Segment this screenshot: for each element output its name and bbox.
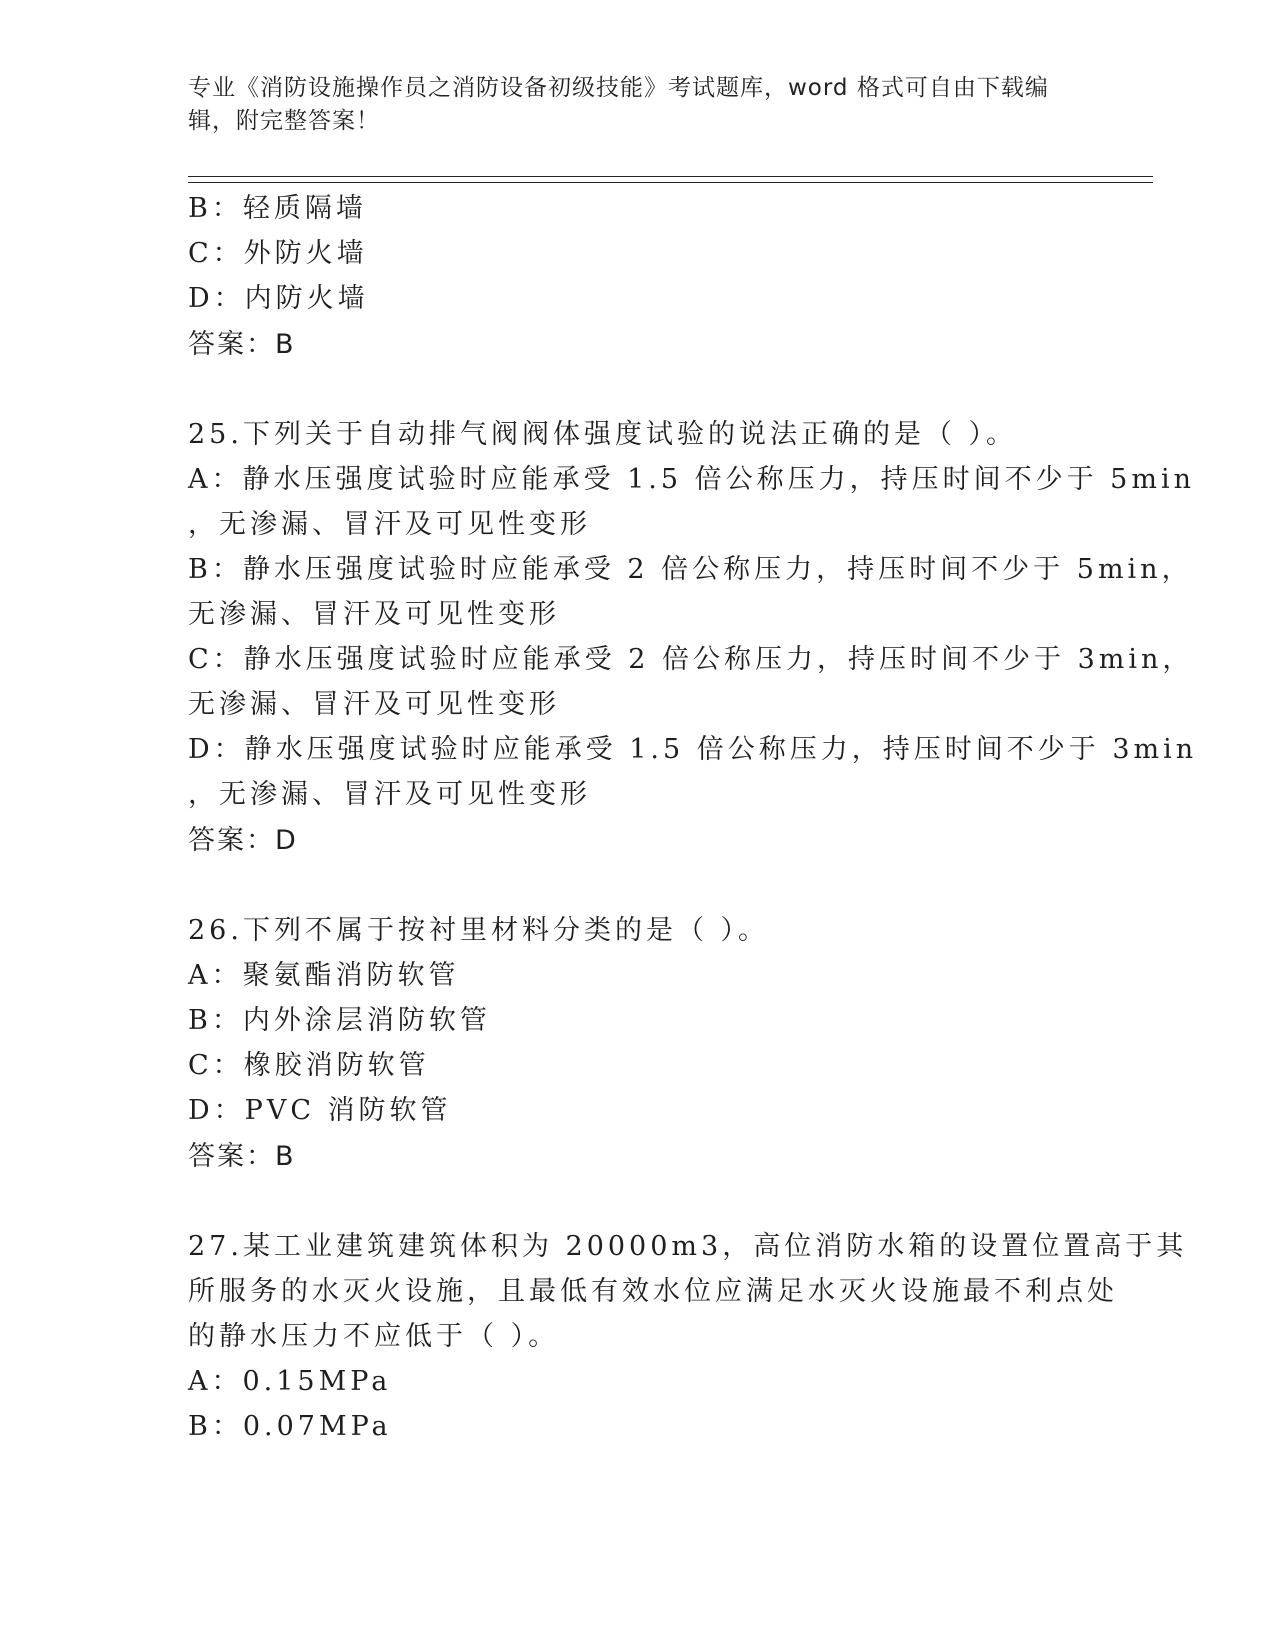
q26-stem: 26.下列不属于按衬里材料分类的是（ ）。 xyxy=(188,915,770,946)
header-line-1: 专业《消防设施操作员之消防设备初级技能》考试题库，word 格式可自由下载编 xyxy=(188,75,1049,101)
q27-option-a: A：0.15MPa xyxy=(188,1366,392,1397)
document-header xyxy=(188,72,1088,138)
q26-option-a: A：聚氨酯消防软管 xyxy=(188,960,460,991)
q27-stem-line1: 27.某工业建筑建筑体积为 20000m3，高位消防水箱的设置位置高于其 xyxy=(188,1231,1188,1262)
q25-option-d-line2: ，无渗漏、冒汗及可见性变形 xyxy=(188,779,591,810)
q25-option-b-line2: 无渗漏、冒汗及可见性变形 xyxy=(188,599,560,630)
header-divider-bottom xyxy=(188,182,1153,183)
q25-stem: 25.下列关于自动排气阀阀体强度试验的说法正确的是（ ）。 xyxy=(188,419,1018,450)
q25-option-a-line2: ，无渗漏、冒汗及可见性变形 xyxy=(188,509,591,540)
header-line-2: 辑，附完整答案！ xyxy=(188,108,380,134)
q27-stem-line3: 的静水压力不应低于（ ）。 xyxy=(188,1321,560,1352)
q27-option-b: B：0.07MPa xyxy=(188,1411,392,1442)
q25-answer: 答案：D xyxy=(188,825,298,856)
header-divider-top xyxy=(188,176,1153,177)
q25-option-a-line1: A：静水压强度试验时应能承受 1.5 倍公称压力，持压时间不少于 5min xyxy=(188,464,1195,495)
q25-option-d-line1: D：静水压强度试验时应能承受 1.5 倍公称压力，持压时间不少于 3min xyxy=(188,734,1198,765)
q24-option-c: C：外防火墙 xyxy=(188,238,368,269)
q26-answer: 答案：B xyxy=(188,1141,296,1172)
q24-answer: 答案：B xyxy=(188,329,296,360)
q24-option-d: D：内防火墙 xyxy=(188,283,369,314)
q25-option-c-line2: 无渗漏、冒汗及可见性变形 xyxy=(188,689,560,720)
q27-stem-line2: 所服务的水灭火设施，且最低有效水位应满足水灭火设施最不利点处 xyxy=(188,1276,1118,1307)
q26-option-c: C：橡胶消防软管 xyxy=(188,1050,430,1081)
q26-option-d: D：PVC 消防软管 xyxy=(188,1095,452,1126)
q25-option-b-line1: B：静水压强度试验时应能承受 2 倍公称压力，持压时间不少于 5min， xyxy=(188,554,1193,585)
q25-option-c-line1: C：静水压强度试验时应能承受 2 倍公称压力，持压时间不少于 3min， xyxy=(188,644,1194,675)
q24-option-b: B：轻质隔墙 xyxy=(188,193,367,224)
q26-option-b: B：内外涂层消防软管 xyxy=(188,1005,491,1036)
